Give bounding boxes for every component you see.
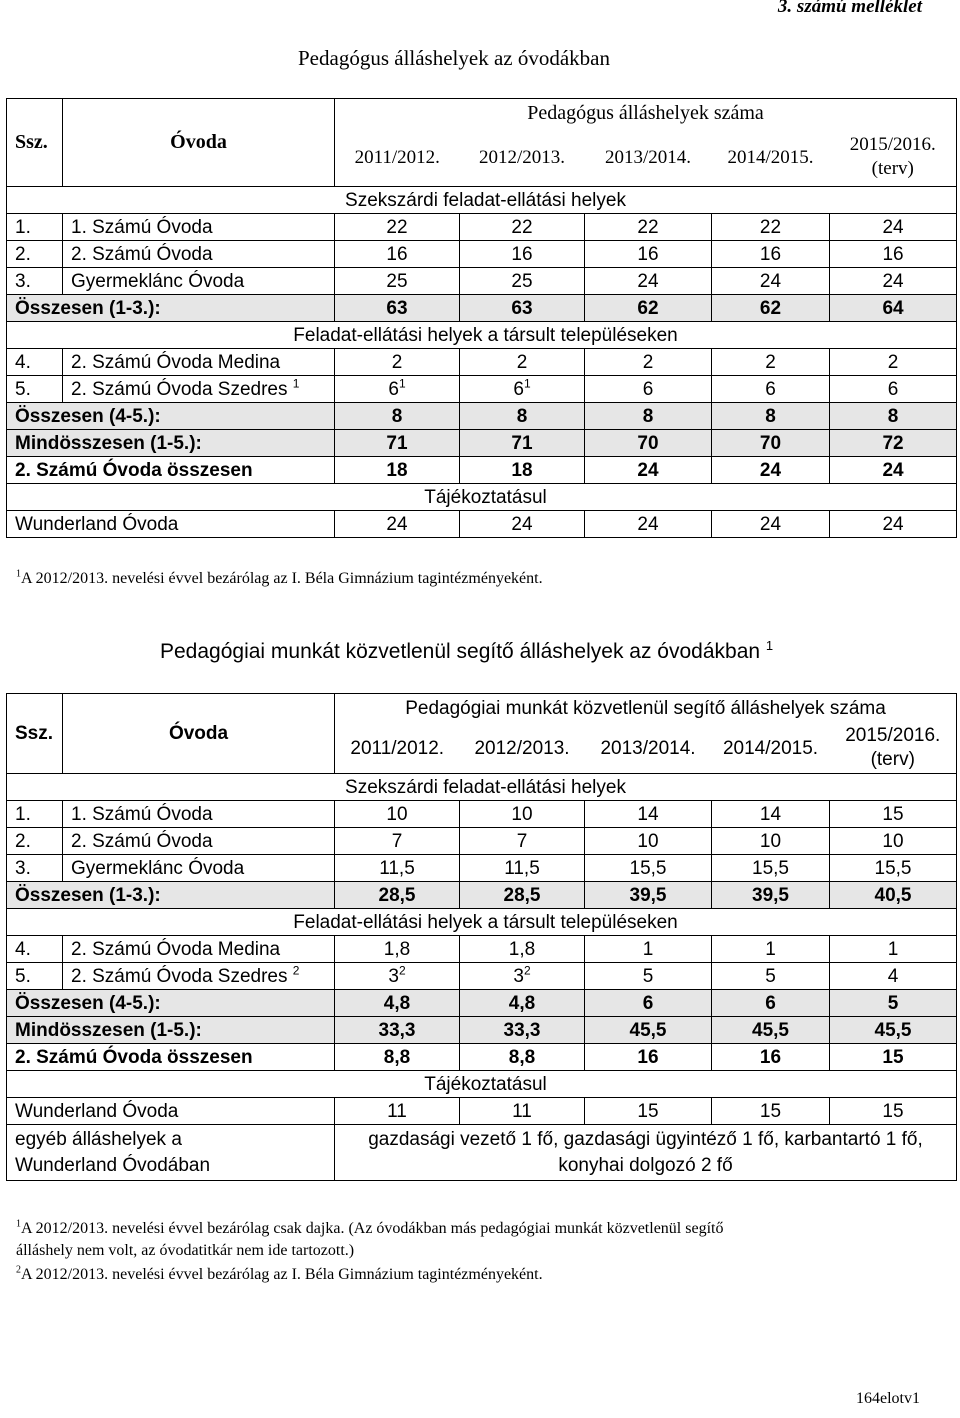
cell-value: 22 bbox=[460, 214, 585, 241]
cell-value: 25 bbox=[460, 268, 585, 295]
cell-value: $3^2$ bbox=[335, 963, 460, 990]
table1-head-group: Pedagógus álláshelyek száma bbox=[335, 99, 957, 129]
cell-value: 10 bbox=[830, 828, 957, 855]
cell-value: 16 bbox=[585, 1044, 712, 1071]
row-number: 5. bbox=[7, 963, 63, 990]
page-code: 164elotv1 bbox=[856, 1390, 920, 1407]
cell-value: 2 bbox=[460, 349, 585, 376]
cell-value: 15 bbox=[830, 1098, 957, 1125]
cell-value: 24 bbox=[585, 511, 712, 538]
row-label: 2. Számú Óvoda összesen bbox=[7, 1044, 335, 1071]
table2-year-1: 2011/2012. bbox=[335, 724, 460, 774]
cell-value: 22 bbox=[335, 214, 460, 241]
cell-value: 24 bbox=[712, 511, 830, 538]
table2-title: Pedagógiai munkát közvetlenül segítő álláshelyek az óvodákban $^1$ bbox=[160, 638, 774, 663]
cell-value: 7 bbox=[335, 828, 460, 855]
cell-value: 62 bbox=[585, 295, 712, 322]
row-label: 2. Számú Óvoda összesen bbox=[7, 457, 335, 484]
cell-value: 14 bbox=[712, 801, 830, 828]
cell-value: 18 bbox=[335, 457, 460, 484]
row-label: Összesen (4-5.): bbox=[7, 403, 335, 430]
row-label: Wunderland Óvoda bbox=[7, 1098, 335, 1125]
cell-value: 4 bbox=[830, 963, 957, 990]
cell-value: 24 bbox=[335, 511, 460, 538]
cell-value: 24 bbox=[830, 511, 957, 538]
table-row bbox=[7, 936, 957, 963]
cell-value: 45,5 bbox=[585, 1017, 712, 1044]
row-name: 1. Számú Óvoda bbox=[63, 801, 335, 828]
row-label: Összesen (1-3.): bbox=[7, 882, 335, 909]
cell-value: 15 bbox=[830, 1044, 957, 1071]
cell-value: 10 bbox=[585, 828, 712, 855]
row-label: Összesen (1-3.): bbox=[7, 295, 335, 322]
cell-value: 4,8 bbox=[460, 990, 585, 1017]
table2-section-2: Feladat-ellátási helyek a társult településeken bbox=[7, 909, 957, 936]
cell-value: 1,8 bbox=[460, 936, 585, 963]
cell-value: 28,5 bbox=[335, 882, 460, 909]
cell-value: 8 bbox=[585, 403, 712, 430]
cell-value: 16 bbox=[712, 1044, 830, 1071]
cell-value: 25 bbox=[335, 268, 460, 295]
cell-value: 8 bbox=[460, 403, 585, 430]
row-name: 2. Számú Óvoda Medina bbox=[63, 349, 335, 376]
cell-value: 45,5 bbox=[830, 1017, 957, 1044]
table2-section-1: Szekszárdi feladat-ellátási helyek bbox=[7, 774, 957, 801]
table1-title: Pedagógus álláshelyek az óvodákban bbox=[298, 46, 610, 70]
table-row bbox=[7, 349, 957, 376]
cell-value: 62 bbox=[712, 295, 830, 322]
cell-value: 8,8 bbox=[335, 1044, 460, 1071]
cell-value: 24 bbox=[830, 268, 957, 295]
table1-section-2: Feladat-ellátási helyek a társult településeken bbox=[7, 322, 957, 349]
table2-other-label: egyéb álláshelyek a Wunderland Óvodában bbox=[7, 1125, 335, 1181]
table-row bbox=[7, 430, 957, 457]
cell-value: $6^1$ bbox=[460, 376, 585, 403]
table-row bbox=[7, 214, 957, 241]
table1-head-ovoda: Óvoda bbox=[63, 99, 335, 187]
cell-value: 5 bbox=[585, 963, 712, 990]
cell-value: 8 bbox=[712, 403, 830, 430]
row-name: 2. Számú Óvoda Szedres $^2$ bbox=[63, 963, 335, 990]
cell-value: 11 bbox=[460, 1098, 585, 1125]
cell-value: 10 bbox=[460, 801, 585, 828]
table2-year-2: 2012/2013. bbox=[460, 724, 585, 774]
table1-year-2: 2012/2013. bbox=[460, 129, 585, 187]
cell-value: 11 bbox=[335, 1098, 460, 1125]
row-number: 4. bbox=[7, 936, 63, 963]
table-row bbox=[7, 855, 957, 882]
row-label: Mindösszesen (1-5.): bbox=[7, 430, 335, 457]
cell-value: 16 bbox=[335, 241, 460, 268]
table1-year-1: 2011/2012. bbox=[335, 129, 460, 187]
cell-value: 6 bbox=[585, 376, 712, 403]
row-name: 1. Számú Óvoda bbox=[63, 214, 335, 241]
table-row bbox=[7, 963, 957, 990]
cell-value: 1,8 bbox=[335, 936, 460, 963]
cell-value: 8,8 bbox=[460, 1044, 585, 1071]
row-name: Gyermeklánc Óvoda bbox=[63, 268, 335, 295]
cell-value: 24 bbox=[585, 457, 712, 484]
cell-value: 71 bbox=[460, 430, 585, 457]
row-number: 1. bbox=[7, 801, 63, 828]
table1-section-1: Szekszárdi feladat-ellátási helyek bbox=[7, 187, 957, 214]
table2-head-ovoda: Óvoda bbox=[63, 694, 335, 774]
row-number: 3. bbox=[7, 268, 63, 295]
cell-value: 39,5 bbox=[712, 882, 830, 909]
cell-value: $6^1$ bbox=[335, 376, 460, 403]
cell-value: 15 bbox=[830, 801, 957, 828]
table2-year-3: 2013/2014. bbox=[585, 724, 712, 774]
cell-value: 71 bbox=[335, 430, 460, 457]
table2-other-text: gazdasági vezető 1 fő, gazdasági ügyintéző 1 fő, karbantartó 1 fő, konyhai dolgozó 2 fő bbox=[335, 1125, 957, 1181]
table-row bbox=[7, 457, 957, 484]
cell-value: 64 bbox=[830, 295, 957, 322]
cell-value: 2 bbox=[830, 349, 957, 376]
cell-value: 10 bbox=[712, 828, 830, 855]
table1-section-3: Tájékoztatásul bbox=[7, 484, 957, 511]
cell-value: 16 bbox=[460, 241, 585, 268]
table-row bbox=[7, 376, 957, 403]
row-number: 2. bbox=[7, 241, 63, 268]
table-row bbox=[7, 1098, 957, 1125]
table-row bbox=[7, 241, 957, 268]
cell-value: 2 bbox=[585, 349, 712, 376]
cell-value: 70 bbox=[585, 430, 712, 457]
row-number: 2. bbox=[7, 828, 63, 855]
row-label: Mindösszesen (1-5.): bbox=[7, 1017, 335, 1044]
cell-value: 63 bbox=[335, 295, 460, 322]
table2-year-4: 2014/2015. bbox=[712, 724, 830, 774]
row-number: 4. bbox=[7, 349, 63, 376]
cell-value: 1 bbox=[585, 936, 712, 963]
cell-value: 15,5 bbox=[830, 855, 957, 882]
cell-value: 1 bbox=[830, 936, 957, 963]
cell-value: 16 bbox=[712, 241, 830, 268]
cell-value: 15 bbox=[712, 1098, 830, 1125]
table2-head-ssz: Ssz. bbox=[7, 694, 63, 774]
cell-value: 5 bbox=[712, 963, 830, 990]
cell-value: 24 bbox=[460, 511, 585, 538]
cell-value: 28,5 bbox=[460, 882, 585, 909]
row-name: 2. Számú Óvoda Szedres $^1$ bbox=[63, 376, 335, 403]
cell-value: 24 bbox=[830, 214, 957, 241]
cell-value: 72 bbox=[830, 430, 957, 457]
cell-value: 6 bbox=[712, 990, 830, 1017]
row-number: 5. bbox=[7, 376, 63, 403]
table-row bbox=[7, 511, 957, 538]
table1-footnote: $^1$A 2012/2013. nevelési évvel bezárólag az I. Béla Gimnázium tagintézményeként. bbox=[16, 568, 543, 587]
cell-value: 4,8 bbox=[335, 990, 460, 1017]
row-name: 2. Számú Óvoda bbox=[63, 241, 335, 268]
row-label: Összesen (4-5.): bbox=[7, 990, 335, 1017]
cell-value: 6 bbox=[712, 376, 830, 403]
cell-value: 6 bbox=[830, 376, 957, 403]
cell-value: 24 bbox=[712, 268, 830, 295]
table2-head-group: Pedagógiai munkát közvetlenül segítő álláshelyek száma bbox=[335, 694, 957, 724]
row-name: 2. Számú Óvoda Medina bbox=[63, 936, 335, 963]
cell-value: 45,5 bbox=[712, 1017, 830, 1044]
table-row bbox=[7, 801, 957, 828]
cell-value: 24 bbox=[712, 457, 830, 484]
cell-value: 2 bbox=[335, 349, 460, 376]
cell-value: 40,5 bbox=[830, 882, 957, 909]
cell-value: 22 bbox=[585, 214, 712, 241]
cell-value: 11,5 bbox=[335, 855, 460, 882]
table-row bbox=[7, 882, 957, 909]
cell-value: 33,3 bbox=[460, 1017, 585, 1044]
cell-value: 6 bbox=[585, 990, 712, 1017]
cell-value: 16 bbox=[585, 241, 712, 268]
cell-value: 1 bbox=[712, 936, 830, 963]
row-name: 2. Számú Óvoda bbox=[63, 828, 335, 855]
table-row bbox=[7, 403, 957, 430]
cell-value: 10 bbox=[335, 801, 460, 828]
cell-value: 14 bbox=[585, 801, 712, 828]
cell-value: 70 bbox=[712, 430, 830, 457]
table-row bbox=[7, 1017, 957, 1044]
cell-value: 22 bbox=[712, 214, 830, 241]
row-number: 3. bbox=[7, 855, 63, 882]
table2-year-5: 2015/2016. (terv) bbox=[830, 724, 957, 774]
table1-head-ssz: Ssz. bbox=[7, 99, 63, 187]
cell-value: 11,5 bbox=[460, 855, 585, 882]
table2 bbox=[6, 693, 957, 1181]
cell-value: 16 bbox=[830, 241, 957, 268]
table2-section-3: Tájékoztatásul bbox=[7, 1071, 957, 1098]
cell-value: 8 bbox=[830, 403, 957, 430]
cell-value: $3^2$ bbox=[460, 963, 585, 990]
cell-value: 5 bbox=[830, 990, 957, 1017]
table2-footnote-2: $^2$A 2012/2013. nevelési évvel bezárólag az I. Béla Gimnázium tagintézményeként. bbox=[16, 1264, 543, 1283]
table1 bbox=[6, 98, 957, 538]
table1-year-4: 2014/2015. bbox=[712, 129, 830, 187]
cell-value: 33,3 bbox=[335, 1017, 460, 1044]
table-row bbox=[7, 295, 957, 322]
cell-value: 24 bbox=[585, 268, 712, 295]
table-row bbox=[7, 828, 957, 855]
table2-footnote-1: $^1$A 2012/2013. nevelési évvel bezárólag csak dajka. (Az óvodákban más pedagógiai munkát közvetlenül segítő álláshely nem volt, az óvodatitkár nem ide tartozott.) bbox=[16, 1218, 724, 1259]
cell-value: 18 bbox=[460, 457, 585, 484]
cell-value: 15 bbox=[585, 1098, 712, 1125]
cell-value: 63 bbox=[460, 295, 585, 322]
cell-value: 7 bbox=[460, 828, 585, 855]
cell-value: 39,5 bbox=[585, 882, 712, 909]
cell-value: 15,5 bbox=[712, 855, 830, 882]
row-name: Gyermeklánc Óvoda bbox=[63, 855, 335, 882]
row-number: 1. bbox=[7, 214, 63, 241]
table-row bbox=[7, 990, 957, 1017]
table-row bbox=[7, 1044, 957, 1071]
table1-year-5: 2015/2016. (terv) bbox=[830, 129, 957, 187]
table1-year-3: 2013/2014. bbox=[585, 129, 712, 187]
table-row bbox=[7, 268, 957, 295]
cell-value: 2 bbox=[712, 349, 830, 376]
row-label: Wunderland Óvoda bbox=[7, 511, 335, 538]
annex-label: 3. számú melléklet bbox=[777, 0, 922, 17]
cell-value: 15,5 bbox=[585, 855, 712, 882]
cell-value: 24 bbox=[830, 457, 957, 484]
cell-value: 8 bbox=[335, 403, 460, 430]
